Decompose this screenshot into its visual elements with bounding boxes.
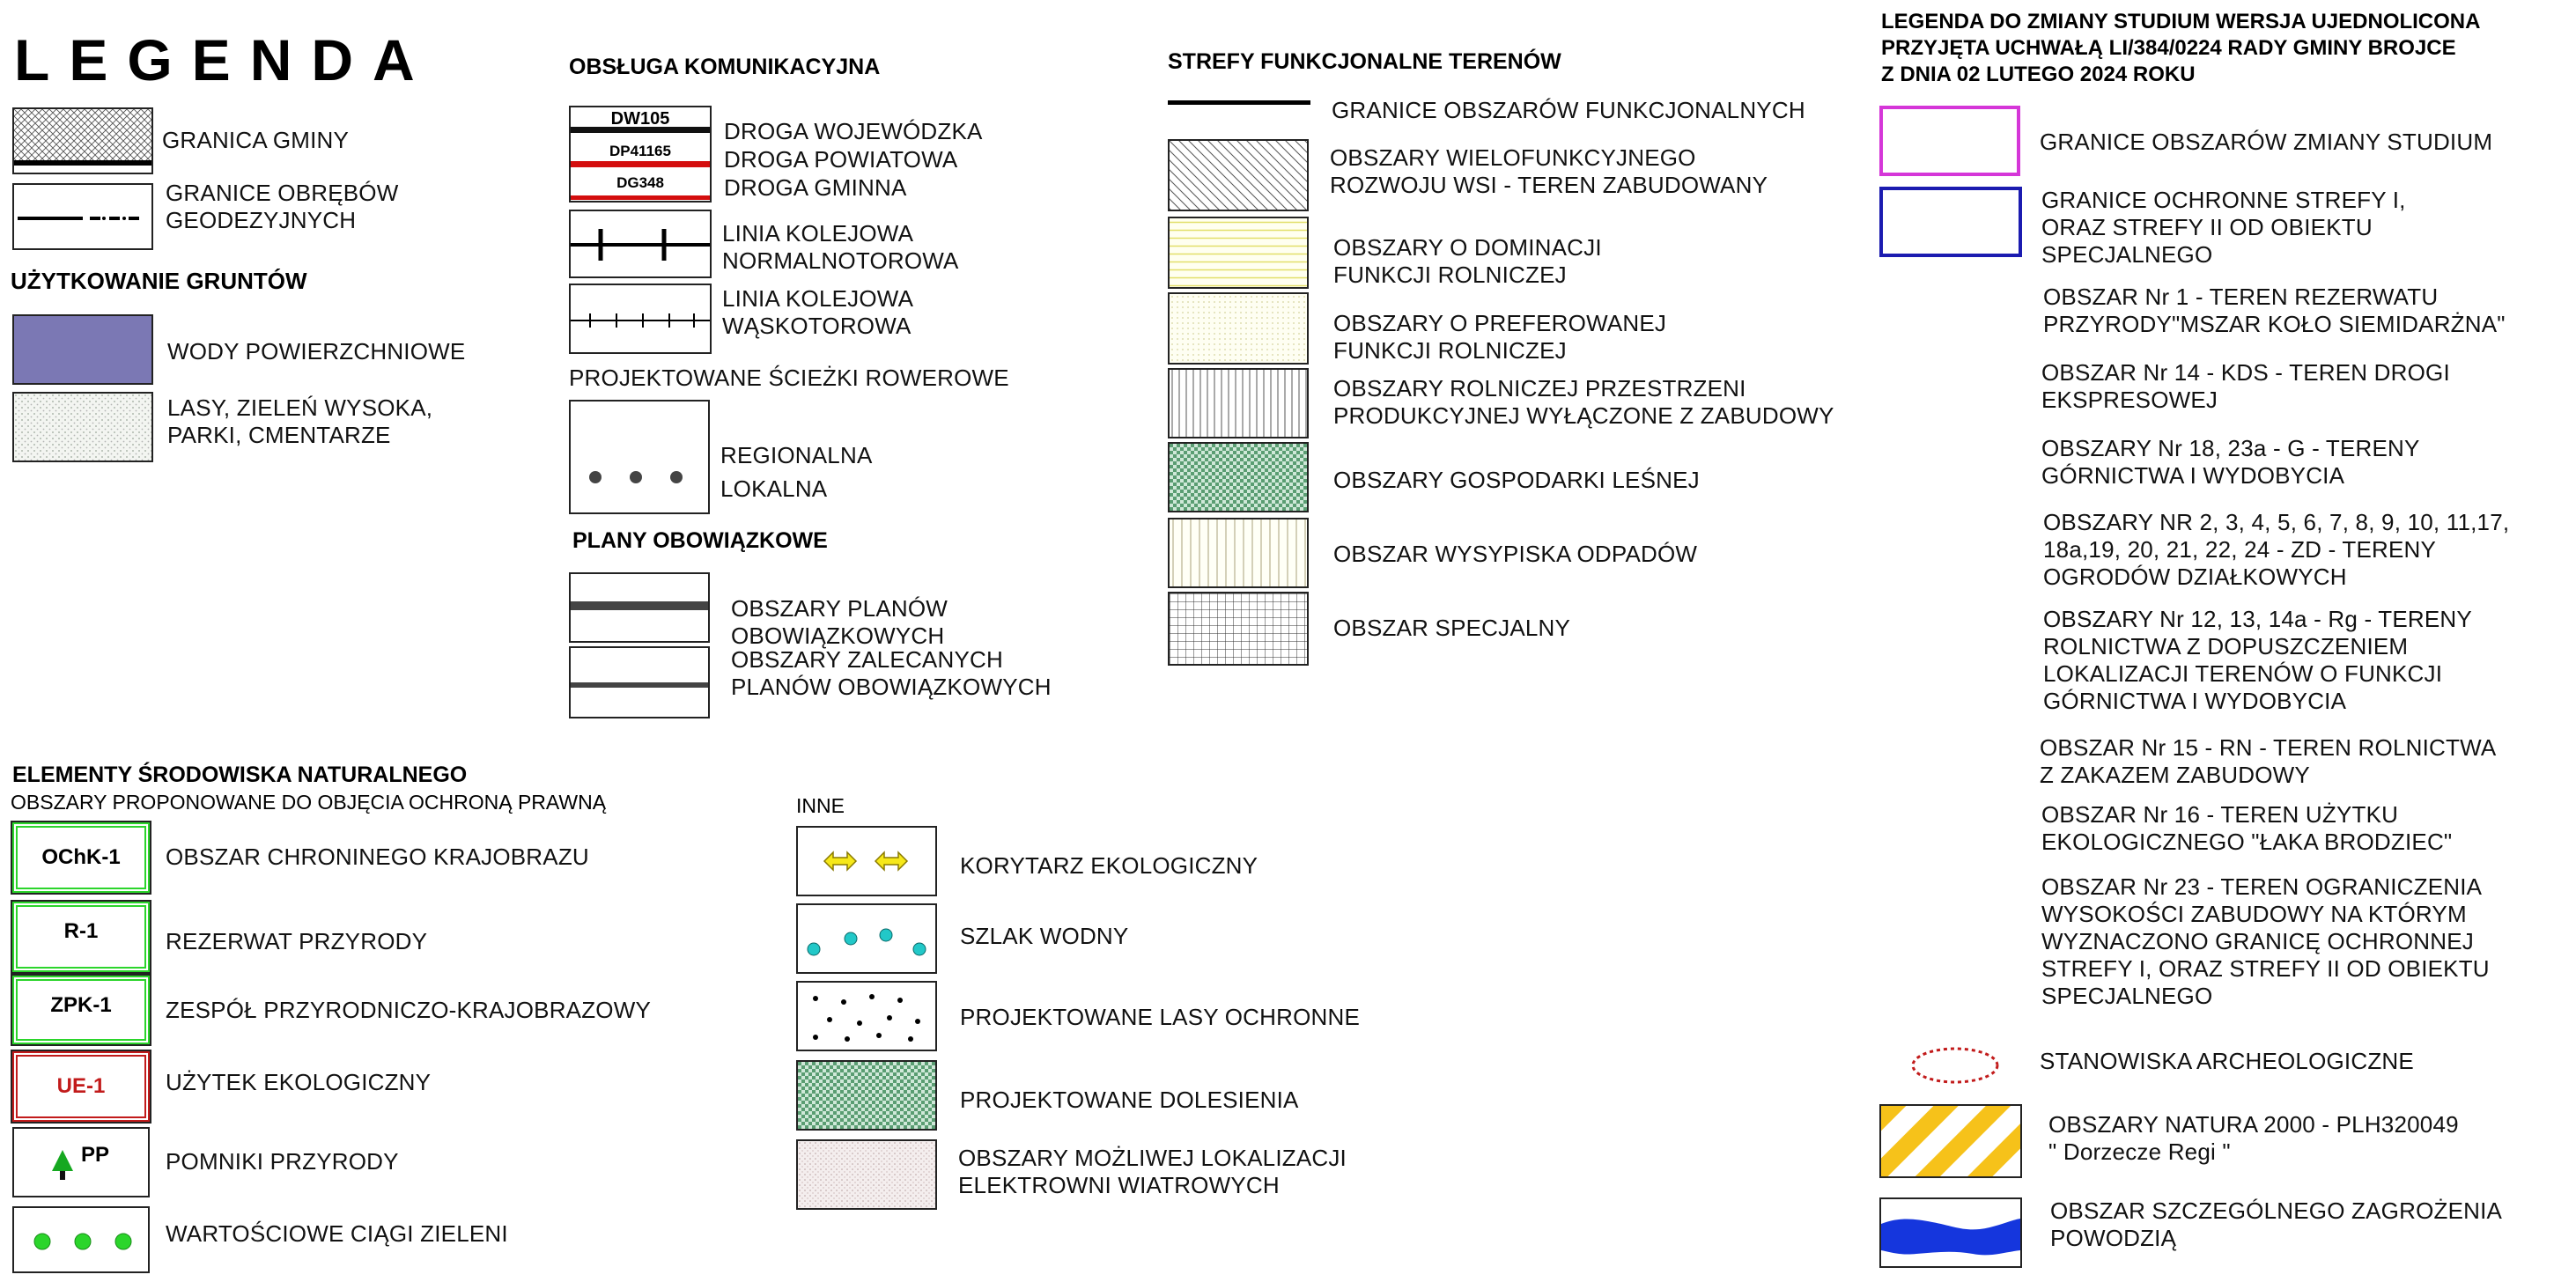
change-label-5: OBSZARY NR 2, 3, 4, 5, 6, 7, 8, 9, 10, 11,17, 18a,19, 20, 21, 22, 24 - ZD - TERENY OGRODÓW DZIAŁKOWYCH: [2043, 509, 2510, 590]
change-label-4: OBSZARY Nr 18, 23a - G - TERENY GÓRNICTWA I WYDOBYCIA: [2041, 435, 2420, 489]
nature-label-2: ZESPÓŁ PRZYRODNICZO-KRAJOBRAZOWY: [166, 997, 652, 1023]
transport-heading: OBSŁUGA KOMUNIKACYJNA: [569, 55, 881, 79]
zone-label-5: OBSZARY GOSPODARKI LEŚNEJ: [1333, 467, 1700, 493]
change-label-1: GRANICE OCHRONNE STREFY I, ORAZ STREFY II OD OBIEKTU SPECJALNEGO: [2041, 187, 2406, 268]
other-label-2: PROJEKTOWANE LASY OCHRONNE: [960, 1004, 1361, 1030]
water-trail-symbol: [796, 903, 937, 974]
change-label-9: OBSZAR Nr 23 - TEREN OGRANICZENIA WYSOKOŚCI ZABUDOWY NA KTÓRYM WYZNACZONO GRANICĘ OCHRONNEJ STREFY I, ORAZ STREFY II OD OBIEKTU SPECJALNEGO: [2041, 873, 2490, 1009]
natural-monument-symbol: [12, 1127, 150, 1197]
plans-heading: PLANY OBOWIĄZKOWE: [572, 528, 828, 553]
zone-symbol-2: [1168, 217, 1309, 289]
zone-label-3: OBSZARY O PREFEROWANEJ FUNKCJI ROLNICZEJ: [1333, 310, 1667, 364]
nature-label-0: OBSZAR CHRONINEGO KRAJOBRAZU: [166, 844, 589, 870]
zone-symbol-4: [1168, 368, 1309, 438]
other-label-3: PROJEKTOWANE DOLESIENIA: [960, 1087, 1299, 1113]
land-use-heading: UŻYTKOWANIE GRUNTÓW: [11, 268, 307, 294]
change-label-3: OBSZAR Nr 14 - KDS - TEREN DROGI EKSPRESOWEJ: [2041, 359, 2450, 413]
change-legend-heading: LEGENDA DO ZMIANY STUDIUM WERSJA UJEDNOLICONA PRZYJĘTA UCHWAŁĄ LI/384/0224 RADY GMINY BROJCE Z DNIA 02 LUTEGO 2024 ROKU: [1881, 10, 2481, 86]
forest-symbol: [12, 392, 153, 462]
green-corridor-symbol: [12, 1206, 150, 1273]
rail-standard-label: LINIA KOLEJOWA NORMALNOTOROWA: [722, 220, 959, 274]
zone-symbol-5: [1168, 442, 1309, 512]
other-label-4: OBSZARY MOŻLIWEJ LOKALIZACJI ELEKTROWNI WIATROWYCH: [958, 1145, 1347, 1198]
bike-local-label: LOKALNA: [720, 475, 828, 502]
rail-narrow-label: LINIA KOLEJOWA WĄSKOTOROWA: [722, 285, 914, 339]
recommended-plans-label: OBSZARY ZALECANYCH PLANÓW OBOWIĄZKOWYCH: [731, 646, 1052, 700]
legend-title: LEGENDA: [14, 27, 434, 92]
zone-label-1: OBSZARY WIELOFUNKCYJNEGO ROZWOJU WSI - TEREN ZABUDOWANY: [1330, 144, 1768, 198]
municipality-boundary-symbol: [12, 107, 153, 174]
zone-label-7: OBSZAR SPECJALNY: [1333, 615, 1571, 641]
zones-heading: STREFY FUNKCJONALNE TERENÓW: [1168, 49, 1561, 74]
change-label-12: OBSZAR SZCZEGÓLNEGO ZAGROŻENIA POWODZIĄ: [2050, 1197, 2503, 1251]
precinct-boundary-label: GRANICE OBRĘBÓW GEODEZYJNYCH: [166, 180, 399, 233]
bike-paths-heading: PROJEKTOWANE ŚCIEŻKI ROWEROWE: [569, 365, 1009, 391]
tree-icon: [49, 1148, 76, 1183]
flood-risk-symbol: [1879, 1197, 2022, 1268]
road-provincial-label: DROGA WOJEWÓDZKA: [724, 118, 983, 144]
bike-regional-label: REGIONALNA: [720, 442, 873, 468]
precinct-boundary-symbol: [12, 183, 153, 250]
zone-label-2: OBSZARY O DOMINACJI FUNKCJI ROLNICZEJ: [1333, 234, 1602, 288]
change-label-2: OBSZAR Nr 1 - TEREN REZERWATU PRZYRODY"MSZAR KOŁO SIEMIDARŻNA": [2043, 284, 2506, 337]
protected-landscape-badge: OChK-1: [12, 822, 150, 893]
nature-subheading: OBSZARY PROPONOWANE DO OBJĘCIA OCHRONĄ PRAWNĄ: [11, 791, 607, 814]
natural-monument-code: PP: [81, 1143, 110, 1167]
rail-narrow-symbol: [569, 284, 712, 354]
zones-boundary-line-symbol: [1168, 100, 1310, 105]
road-code-county: DP41165: [609, 143, 671, 159]
change-label-0: GRANICE OBSZARÓW ZMIANY STUDIUM: [2040, 129, 2493, 155]
wind-farm-area-symbol: [796, 1139, 937, 1210]
other-label-0: KORYTARZ EKOLOGICZNY: [960, 852, 1258, 879]
nature-label-3: UŻYTEK EKOLOGICZNY: [166, 1069, 432, 1095]
landscape-complex-badge: ZPK-1: [12, 976, 150, 1044]
road-code-municipal: DG348: [616, 174, 664, 191]
recommended-plans-symbol: [569, 646, 710, 718]
change-area-boundary-symbol: [1879, 106, 2020, 176]
zone-label-6: OBSZAR WYSYPISKA ODPADÓW: [1333, 541, 1698, 567]
rail-standard-symbol: [569, 210, 712, 278]
road-municipal-label: DROGA GMINNA: [724, 174, 907, 201]
archaeological-site-symbol: [1909, 1044, 2001, 1087]
forest-label: LASY, ZIELEŃ WYSOKA, PARKI, CMENTARZE: [167, 394, 433, 448]
nature-label-1: REZERWAT PRZYRODY: [166, 928, 428, 954]
afforestation-symbol: [796, 1060, 937, 1131]
protection-zone-symbol: [1879, 187, 2022, 257]
change-label-10: STANOWISKA ARCHEOLOGICZNE: [2040, 1048, 2414, 1074]
zone-symbol-7: [1168, 592, 1309, 666]
nature-label-4: POMNIKI PRZYRODY: [166, 1148, 399, 1175]
ecological-site-badge: UE-1: [12, 1051, 150, 1122]
protective-forest-symbol: [796, 981, 937, 1051]
zone-symbol-1: [1168, 139, 1309, 211]
zone-label-4: OBSZARY ROLNICZEJ PRZESTRZENI PRODUKCYJNEJ WYŁĄCZONE Z ZABUDOWY: [1333, 375, 1834, 429]
natura-2000-symbol: [1879, 1104, 2022, 1178]
change-label-11: OBSZARY NATURA 2000 - PLH320049 " Dorzecze Regi ": [2048, 1111, 2459, 1165]
change-label-7: OBSZAR Nr 15 - RN - TEREN ROLNICTWA Z ZAKAZEM ZABUDOWY: [2040, 734, 2497, 788]
water-symbol: [12, 314, 153, 385]
road-code-provincial: DW105: [610, 109, 670, 129]
ecological-corridor-symbol: [796, 826, 937, 896]
bike-path-symbol: [569, 400, 710, 514]
road-county-label: DROGA POWIATOWA: [724, 146, 958, 173]
other-label-1: SZLAK WODNY: [960, 923, 1129, 949]
nature-reserve-badge: R-1: [12, 902, 150, 972]
other-heading: INNE: [796, 794, 845, 817]
mandatory-plans-label: OBSZARY PLANÓW OBOWIĄZKOWYCH: [731, 595, 948, 649]
zone-symbol-6: [1168, 518, 1309, 588]
change-label-6: OBSZARY Nr 12, 13, 14a - Rg - TERENY ROLNICTWA Z DOPUSZCZENIEM LOKALIZACJI TERENÓW O FUNKCJI GÓRNICTWA I WYDOBYCIA: [2043, 606, 2472, 714]
zone-symbol-3: [1168, 292, 1309, 365]
mandatory-plans-symbol: [569, 572, 710, 643]
zone-label-0: GRANICE OBSZARÓW FUNKCJONALNYCH: [1332, 97, 1805, 123]
municipality-boundary-label: GRANICA GMINY: [162, 127, 350, 153]
nature-label-5: WARTOŚCIOWE CIĄGI ZIELENI: [166, 1220, 508, 1247]
water-label: WODY POWIERZCHNIOWE: [167, 338, 466, 365]
change-label-8: OBSZAR Nr 16 - TEREN UŻYTKU EKOLOGICZNEGO "ŁAKA BRODZIEC": [2041, 801, 2453, 855]
road-symbols: [569, 106, 712, 203]
nature-heading: ELEMENTY ŚRODOWISKA NATURALNEGO: [12, 763, 468, 787]
